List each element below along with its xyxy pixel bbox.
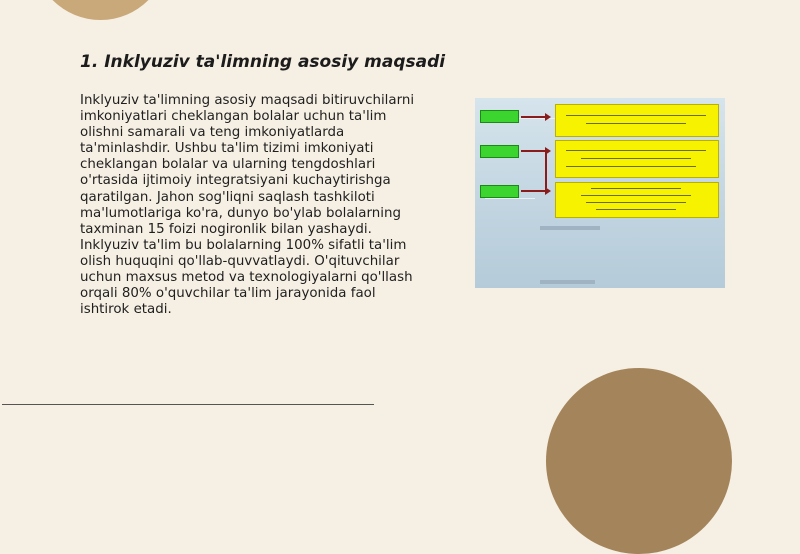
arrow-2 [521, 150, 545, 152]
diagram-image [475, 98, 725, 288]
decorative-circle-bottom [546, 368, 732, 554]
yellow-text-box-1 [555, 104, 719, 137]
green-label-box-2 [480, 145, 519, 158]
yellow-text-box-3 [555, 182, 719, 218]
decorative-circle-top [33, 0, 168, 20]
slide-body-text: Inklyuziv ta'limning asosiy maqsadi bitiruvchilarni imkoniyatlari cheklangan bolalar uchun ta'lim olishni samarali va teng imkoniyatlarda ta'minlashdir. Ushbu ta'lim tizimi imkoniyati cheklangan bolalar va ularning tengdoshlari o'rtasida ijtimoiy integratsiyani kuchaytirishga qaratilgan. Jahon sog'liqni saqlash tashkiloti ma'lumotlariga ko'ra, dunyo bo'ylab bolalarning taxminan 15 foizi nogironlik bilan yashaydi. Inklyuziv ta'lim bu bolalarning 100% sifatli ta'lim olish huquqini qo'llab-quvvatlaydi. O'qituvchilar uchun maxsus metod va texnologiyalarni qo'llash orqali 80% o'quvchilar ta'lim jarayonida faol ishtirok etadi. [80, 93, 415, 318]
faded-text-2 [540, 280, 595, 284]
yellow-text-box-2 [555, 140, 719, 178]
arrow-1 [521, 116, 545, 118]
green-label-box-1 [480, 110, 519, 123]
background-line [485, 198, 535, 199]
arrowhead-3 [545, 187, 551, 195]
divider-line [2, 404, 374, 405]
arrow-3 [521, 190, 545, 192]
arrowhead-1 [545, 113, 551, 121]
faded-text-1 [540, 226, 600, 230]
connector-line [545, 150, 547, 188]
slide-title: 1. Inklyuziv ta'limning asosiy maqsadi [80, 52, 446, 72]
green-label-box-3 [480, 185, 519, 198]
